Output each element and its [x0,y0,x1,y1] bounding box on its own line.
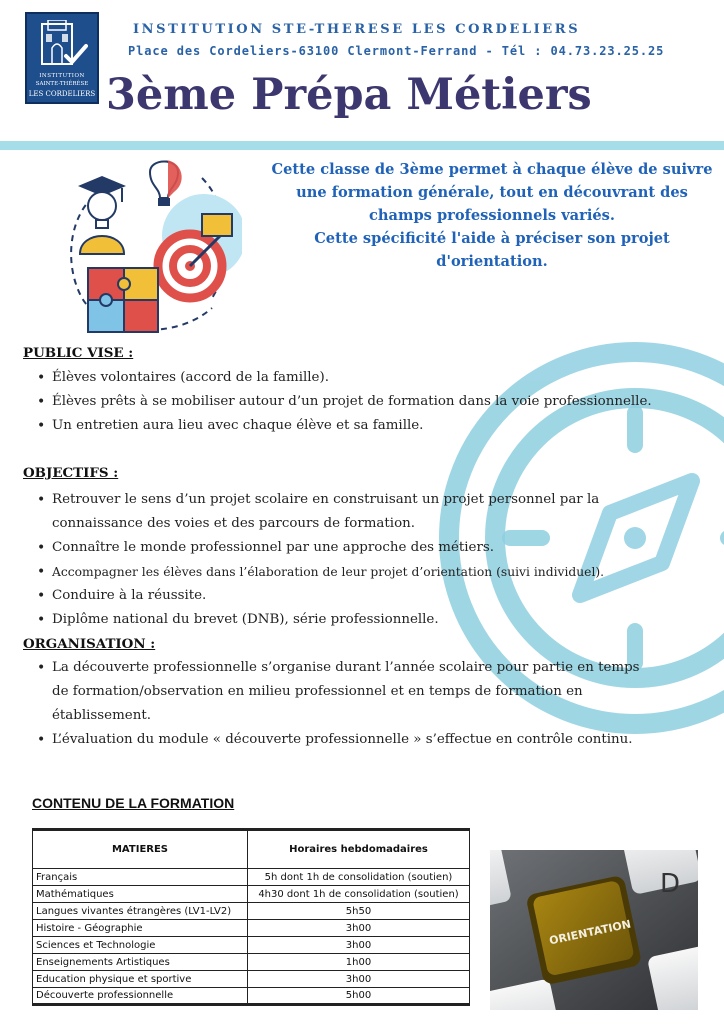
table-row [33,971,470,988]
page-title: 3ème Prépa Métiers [106,70,592,120]
institution-address: Place des Cordeliers-63100 Clermont-Ferrand - Tél : 04.73.23.25.25 [128,44,665,58]
list-item: • Un entretien aura lieu avec chaque élève et sa famille. [37,414,652,438]
subject-cell: Langues vivantes étrangères (LV1-LV2) [33,903,248,920]
table-row [33,869,470,886]
list-item-line: établissement. [52,708,151,723]
public-vise-list [37,366,652,438]
subject-cell: Education physique et sportive [33,971,248,988]
career-illustration-icon [52,158,242,338]
list-item: • Conduire à la réussite. [37,584,604,608]
subject-cell: Enseignements Artistiques [33,954,248,971]
schedule-table [32,828,470,1006]
subject-cell: Histoire - Géographie [33,920,248,937]
organisation-list [37,656,640,752]
intro-line: Cette classe de 3ème permet à chaque élève de suivre [271,161,713,178]
table-row [33,954,470,971]
list-item-line: • La découverte professionnelle s’organise durant l’année scolaire pour partie en temps [52,660,640,675]
institution-name: INSTITUTION STE-THERESE LES CORDELIERS [133,22,581,37]
table-row [33,920,470,937]
hours-cell: 1h00 [248,954,470,971]
list-item: • Accompagner les élèves dans l’élaboration de leur projet d’orientation (suivi individuel). [37,560,604,584]
intro-line: Cette spécificité l'aide à préciser son projet [314,230,670,247]
hours-cell: 3h00 [248,937,470,954]
hours-cell: 3h00 [248,971,470,988]
church-emblem-icon [36,20,88,70]
list-item: • Élèves volontaires (accord de la famille). [37,366,652,390]
key-label: ORIENTATION [548,917,633,948]
logo-line-2: SAINTE-THÉRÈSE [35,81,89,87]
table-row [33,903,470,920]
logo-line-3: LES CORDELIERS [28,90,96,98]
list-item: • Connaître le monde professionnel par une approche des métiers. [37,536,604,560]
subject-cell: Sciences et Technologie [33,937,248,954]
hours-cell: 4h30 dont 1h de consolidation (soutien) [248,886,470,903]
objectifs-heading: OBJECTIFS : [23,465,119,481]
hours-cell: 3h00 [248,920,470,937]
list-item [37,656,640,728]
header-divider [0,141,724,150]
subject-cell: Français [33,869,248,886]
institution-logo [25,12,99,104]
list-item: • Élèves prêts à se mobiliser autour d’un projet de formation dans la voie professionnelle. [37,390,652,414]
hours-cell: 5h dont 1h de consolidation (soutien) [248,869,470,886]
hours-cell: 5h00 [248,988,470,1005]
list-item: • L’évaluation du module « découverte professionnelle » s’effectue en contrôle continu. [37,728,640,752]
contenu-heading: CONTENU DE LA FORMATION [32,795,235,811]
public-vise-heading: PUBLIC VISE : [23,345,134,361]
table-row [33,988,470,1005]
column-header-horaires: Horaires hebdomadaires [248,830,470,869]
organisation-heading: ORGANISATION : [23,636,156,652]
logo-line-1: INSTITUTION [39,73,85,79]
column-header-matieres: MATIERES [33,830,248,869]
list-item: • Diplôme national du brevet (DNB), série professionnelle. [37,608,604,632]
list-item-line: de formation/observation en milieu professionnel et en temps de formation en [52,684,583,699]
list-item [37,488,604,536]
table-row [33,937,470,954]
objectifs-list [37,488,604,632]
intro-line: champs professionnels variés. [369,207,615,224]
table-row [33,886,470,903]
intro-line: une formation générale, tout en découvrant des [296,184,688,201]
list-item-line: • Retrouver le sens d’un projet scolaire en construisant un projet personnel par la [52,492,600,507]
subject-cell: Découverte professionnelle [33,988,248,1005]
subject-cell: Mathématiques [33,886,248,903]
orientation-key-photo [490,850,698,1010]
list-item-line: connaissance des voies et des parcours de formation. [52,516,416,531]
intro-paragraph [270,158,714,273]
key-letter: D [660,869,681,899]
intro-line: d'orientation. [436,253,548,270]
table-header-row [33,830,470,869]
hours-cell: 5h50 [248,903,470,920]
